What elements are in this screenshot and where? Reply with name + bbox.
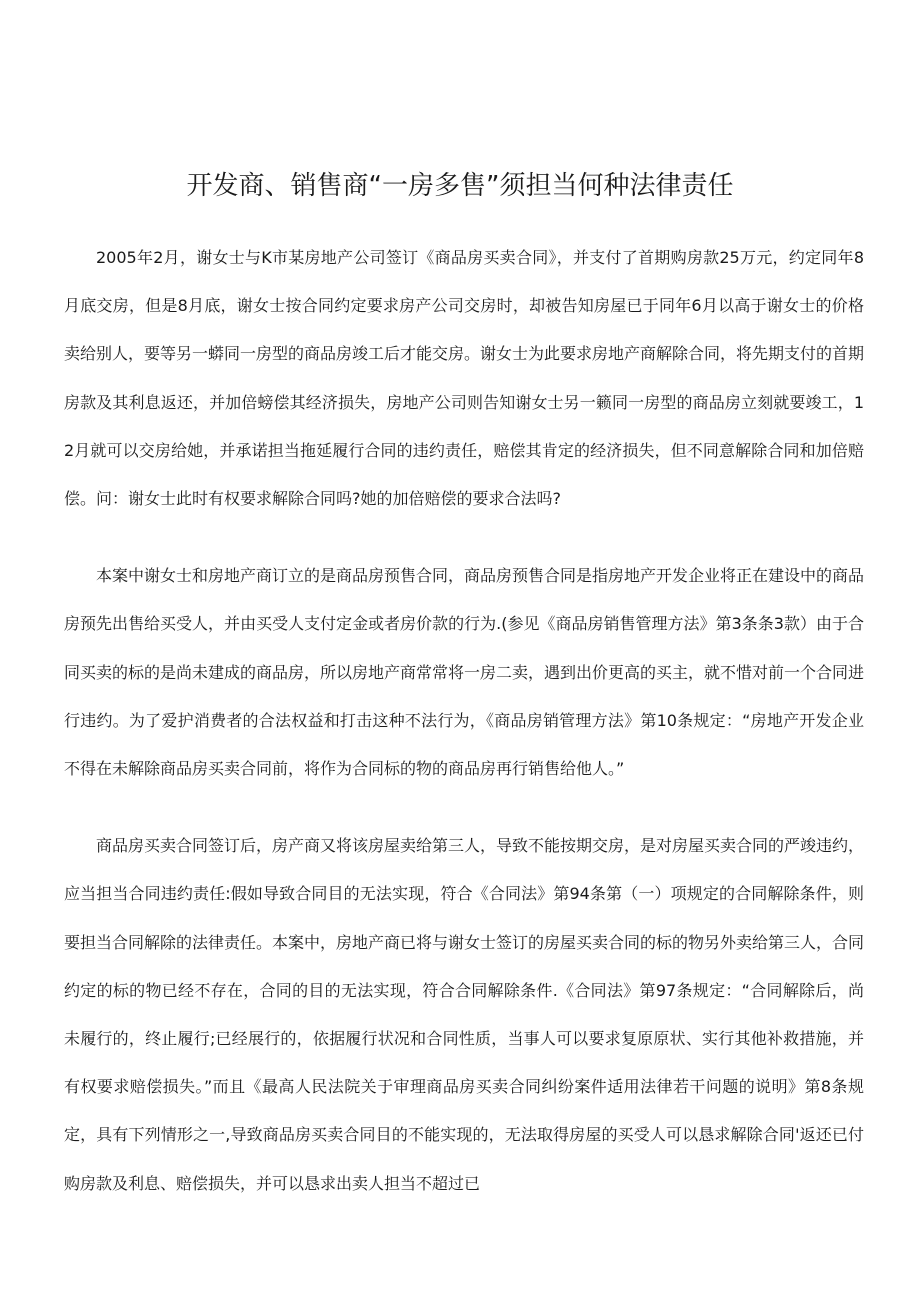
paragraph-case-facts: 2005年2月，谢女士与K市某房地产公司签订《商品房买卖合同》，并支付了首期购房款25万元，约定同年8月底交房，但是8月底，谢女士按合同约定要求房产公司交房时，却被告知房屋已于同年6月以高于谢女士的价格卖给别人，要等另一蟒同一房型的商品房竣工后才能交房。谢女士为此要求房地产商解除合同，将先期支付的首期房款及其利息返还，并加倍螃偿其经济损失，房地产公司则告知谢女士另一籁同一房型的商品房立刻就要竣工，12月就可以交房给她，并承诺担当拖延履行合同的违约责任，赔偿其肯定的经济损失，但不同意解除合同和加倍赔偿。问：谢女士此时有权要求解除合同吗?她的加倍赔偿的要求合法吗? xyxy=(64,248,865,509)
paragraph-presale-contract: 本案中谢女士和房地产商订立的是商品房预售合同，商品房预售合同是指房地产开发企业将正在建设中的商品房预先出售给买受人，并由买受人支付定金或者房价款的行为.(参见《商品房销售管理方法》第3条条3款）由于合同买卖的标的是尚未建成的商品房，所以房地产商常常将一房二卖，遇到出价更高的买主，就不惜对前一个合同进行违约。为了爱护消费者的合法权益和打击这种不法行为，《商品房销管理方法》第10条规定：“房地产开发企业不得在未解除商品房买卖合同前，将作为合同标的物的商品房再行销售给他人。” xyxy=(64,566,865,779)
document-body xyxy=(64,234,864,1237)
document-title: 开发商、销售商“一房多售”须担当何种法律责任 xyxy=(186,171,734,201)
paragraph-breach-liability: 商品房买卖合同签订后，房产商又将该房屋卖给第三人，导致不能按期交房，是对房屋买卖合同的严竣违约，应当担当合同违约责任:假如导致合同目的无法实现，符合《合同法》第94条第（一）项规定的合同解除条件，则要担当合同解除的法律责任。本案中，房地产商已将与谢女士签订的房屋买卖合同的标的物另外卖给第三人，合同约定的标的物已经不存在，合同的目的无法实现，符合合同解除条件.《合同法》第97条规定：“合同解除后，尚未履行的，终止履行;已经展行的，依据履行状况和合同性质，当事人可以要求复原原状、实行其他补救措施，并有权要求赔偿损失。”而且《最高人民法院关于审理商品房买卖合同纠纷案件适用法律若干问题的说明》第8条规定，具有下列情形之一,导致商品房买卖合同目的不能实现的，无法取得房屋的买受人可以恳求解除合同'返还已付购房款及利息、赔偿损失，并可以恳求出卖人担当不超过已 xyxy=(64,836,865,1193)
